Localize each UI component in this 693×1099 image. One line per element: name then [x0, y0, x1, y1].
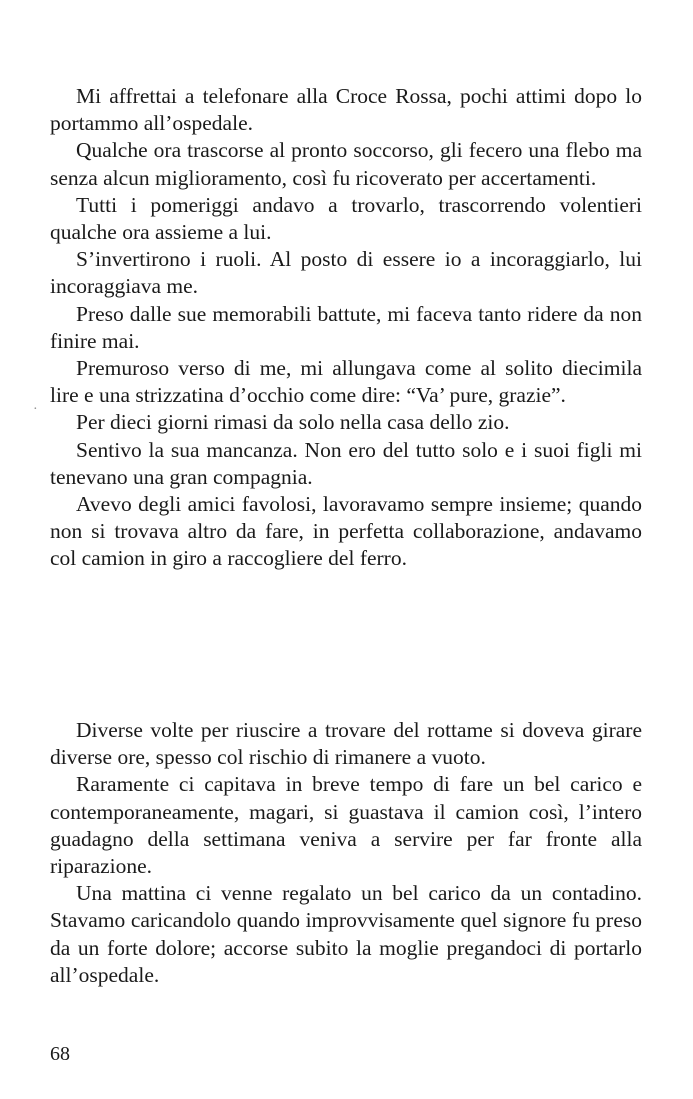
paragraph: Per dieci giorni rimasi da solo nella casa dello zio.	[76, 410, 510, 435]
text-section-one	[50, 83, 642, 573]
text-section-two	[50, 717, 642, 989]
paragraph: Qualche ora trascorse al pronto soccorso, gli fecero una flebo ma senza alcun miglioramento, così fu ricoverato per accertamenti.	[50, 138, 642, 190]
paragraph: Raramente ci capitava in breve tempo di fare un bel carico e contemporaneamente, magari, si guastava il camion così, l’intero guadagno della settimana veniva a servire per far fronte alla riparazione.	[50, 772, 642, 879]
paragraph: Tutti i pomeriggi andavo a trovarlo, trascorrendo volentieri qualche ora assieme a lui.	[50, 192, 642, 245]
paragraph: Una mattina ci venne regalato un bel carico da un contadino. Stavamo caricandolo quando improvvisamente quel signore fu preso da un forte dolore; accorse subito la moglie pregandoci di portarlo all’ospedale.	[50, 881, 642, 987]
paragraph: Sentivo la sua mancanza. Non ero del tutto solo e i suoi figli mi tenevano una gran compagnia.	[50, 437, 642, 489]
paragraph: S’invertirono i ruoli. Al posto di essere io a incoraggiarlo, lui incoraggiava me.	[50, 247, 642, 299]
paragraph: Avevo degli amici favolosi, lavoravamo sempre insieme; quando non si trovava altro da fare, in perfetta collaborazione, andavamo col camion in giro a raccogliere del ferro.	[50, 492, 642, 571]
paragraph: Premuroso verso di me, mi allungava come al solito diecimila lire e una strizzatina d’occhio come dire: “Va’ pure, grazie”.	[50, 356, 642, 408]
paragraph: Preso dalle sue memorabili battute, mi faceva tanto ridere da non finire mai.	[50, 301, 642, 353]
margin-speck: ·	[33, 402, 38, 417]
paragraph: Diverse volte per riuscire a trovare del rottame si doveva girare diverse ore, spesso col rischio di rimanere a vuoto.	[50, 718, 642, 770]
page-number: 68	[50, 1043, 70, 1065]
paragraph: Mi affrettai a telefonare alla Croce Rossa, pochi attimi dopo lo portammo all’ospedale.	[50, 84, 642, 136]
